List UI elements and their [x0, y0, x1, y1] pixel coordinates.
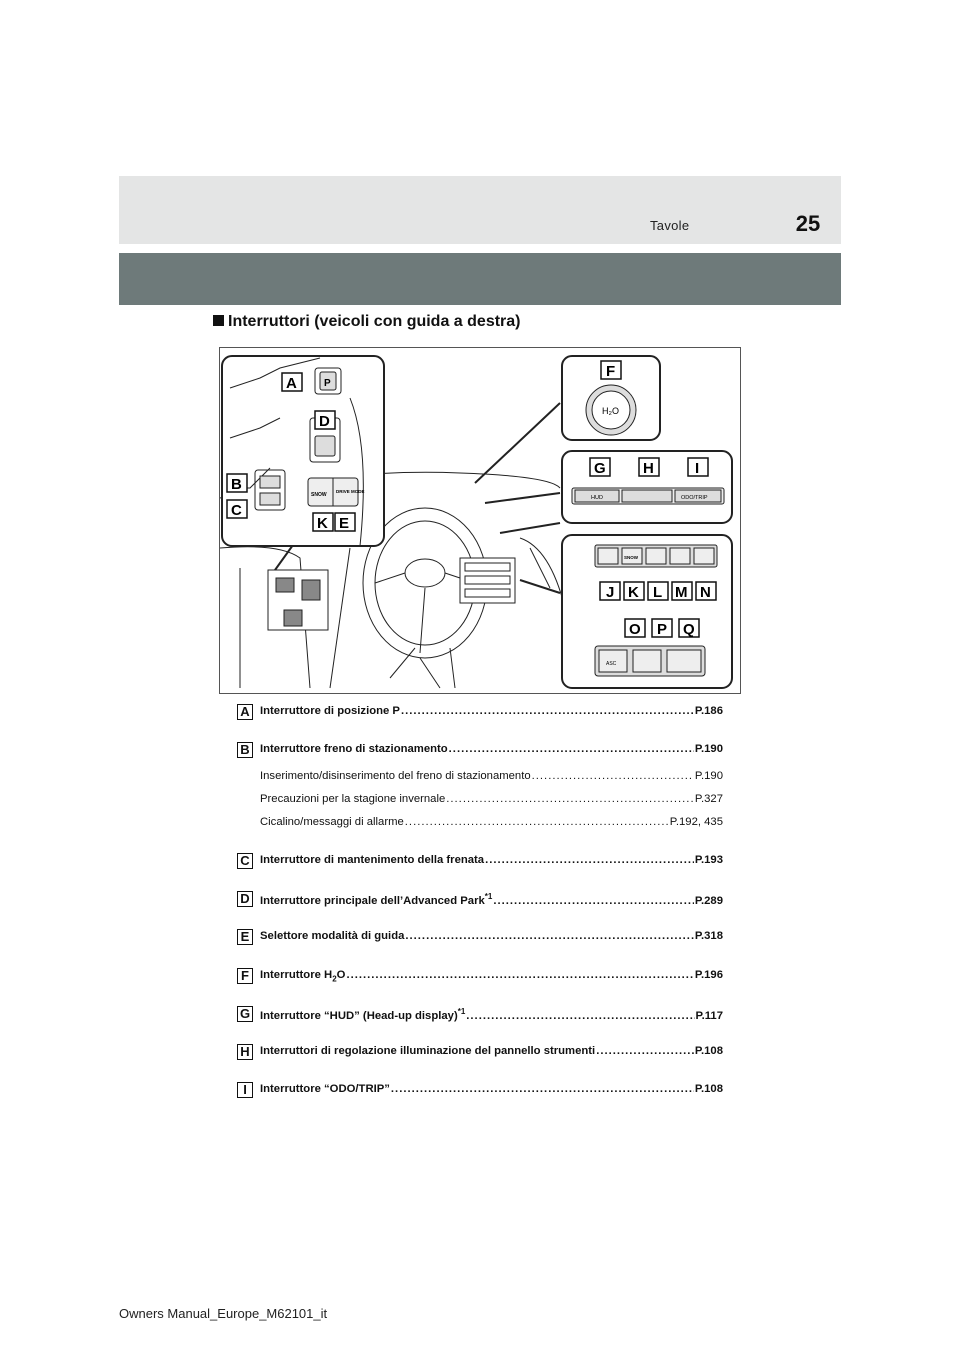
footer-text: Owners Manual_Europe_M62101_it	[119, 1306, 328, 1321]
item-text: Interruttore freno di stazionamento	[260, 743, 448, 755]
item-letter: B	[237, 742, 253, 758]
list-item-g	[237, 1006, 723, 1026]
page-link[interactable]: P.190	[694, 770, 723, 782]
page-link[interactable]: P.186	[694, 705, 723, 717]
page-link[interactable]: P.193	[694, 854, 723, 866]
letter-k: K	[628, 584, 639, 601]
list-item-e	[237, 929, 723, 949]
item-text: Interruttore “ODO/TRIP”	[260, 1083, 390, 1095]
list-item-f	[237, 968, 723, 988]
letter-c: C	[231, 502, 242, 519]
footnote-mark: *1	[484, 892, 493, 901]
letter-b: B	[231, 476, 242, 493]
letter-o: O	[629, 621, 641, 638]
letter-k-left: K	[317, 515, 328, 532]
list-subitem	[237, 792, 723, 812]
header-bar	[119, 253, 841, 305]
page-link[interactable]: P.327	[694, 793, 723, 805]
page-link[interactable]: P.117	[695, 1009, 723, 1022]
item-text: Interruttore H	[260, 969, 333, 981]
letter-g: G	[594, 460, 606, 477]
item-letter: H	[237, 1044, 253, 1060]
item-letter: G	[237, 1006, 253, 1022]
item-text: Interruttore “HUD” (Head-up display)	[260, 1009, 458, 1022]
letter-q: Q	[683, 621, 695, 638]
item-letter: A	[237, 704, 253, 720]
page-link[interactable]: P.289	[694, 894, 723, 907]
dashboard-drawing	[220, 348, 740, 693]
list-subitem	[237, 815, 723, 835]
list-item-d	[237, 891, 723, 911]
letter-a: A	[286, 375, 297, 392]
letter-i: I	[695, 460, 700, 477]
item-text: Interruttori di regolazione illuminazione del pannello strumenti	[260, 1045, 596, 1057]
letter-h: H	[643, 460, 654, 477]
letter-p: P	[657, 621, 668, 638]
snow-label: SNOW	[311, 492, 327, 498]
item-text: Selettore modalità di guida	[260, 930, 405, 942]
letter-j: J	[606, 584, 615, 601]
list-item-i	[237, 1082, 723, 1102]
page-link[interactable]: P.318	[694, 930, 723, 942]
h2o-label: H₂O	[602, 406, 619, 416]
switches-illustration	[219, 347, 741, 694]
page-link[interactable]: P.190	[694, 743, 723, 755]
letter-f: F	[606, 363, 616, 380]
item-text: Precauzioni per la stagione invernale	[260, 793, 446, 805]
p-label: P	[324, 378, 331, 389]
item-letter: E	[237, 929, 253, 945]
section-title: Tavole	[650, 218, 690, 233]
hud-label: HUD	[591, 495, 603, 501]
page-link[interactable]: P.196	[694, 969, 723, 981]
page-link[interactable]: P.108	[694, 1045, 723, 1057]
drive-mode-label: DRIVE MODE	[336, 489, 365, 494]
snow-label-right: SNOW	[624, 555, 638, 560]
footnote-mark: *1	[457, 1007, 466, 1016]
asc-label: ASC	[606, 661, 617, 667]
bullet-square-icon	[213, 315, 224, 326]
item-letter: I	[237, 1082, 253, 1098]
item-text: Interruttore principale dell’Advanced Park	[260, 894, 485, 907]
item-letter: C	[237, 853, 253, 869]
odo-trip-label: ODO/TRIP	[681, 495, 708, 501]
list-item-b	[237, 742, 723, 762]
list-item-a	[237, 704, 723, 724]
item-text: Interruttore di posizione P	[260, 705, 400, 717]
letter-e: E	[339, 515, 350, 532]
item-text: Interruttore di mantenimento della frenata	[260, 854, 485, 866]
page-link[interactable]: P.108	[694, 1083, 723, 1095]
item-text-post: O	[336, 969, 346, 981]
item-letter: F	[237, 968, 253, 984]
letter-m: M	[675, 584, 688, 601]
item-text: Inserimento/disinserimento del freno di stazionamento	[260, 770, 531, 782]
list-item-h	[237, 1044, 723, 1064]
page-number: 25	[795, 211, 821, 236]
page-link[interactable]: P.192, 435	[669, 816, 723, 828]
letter-n: N	[700, 584, 711, 601]
subtitle-text: Interruttori (veicoli con guida a destra)	[228, 313, 521, 330]
subtitle	[213, 313, 521, 331]
subscript: 2	[332, 974, 337, 984]
header-band	[119, 176, 841, 244]
item-text: Cicalino/messaggi di allarme	[260, 816, 404, 828]
list-item-c	[237, 853, 723, 873]
letter-d: D	[319, 413, 330, 430]
list-subitem	[237, 769, 723, 789]
item-letter: D	[237, 891, 253, 907]
letter-l: L	[653, 584, 663, 601]
